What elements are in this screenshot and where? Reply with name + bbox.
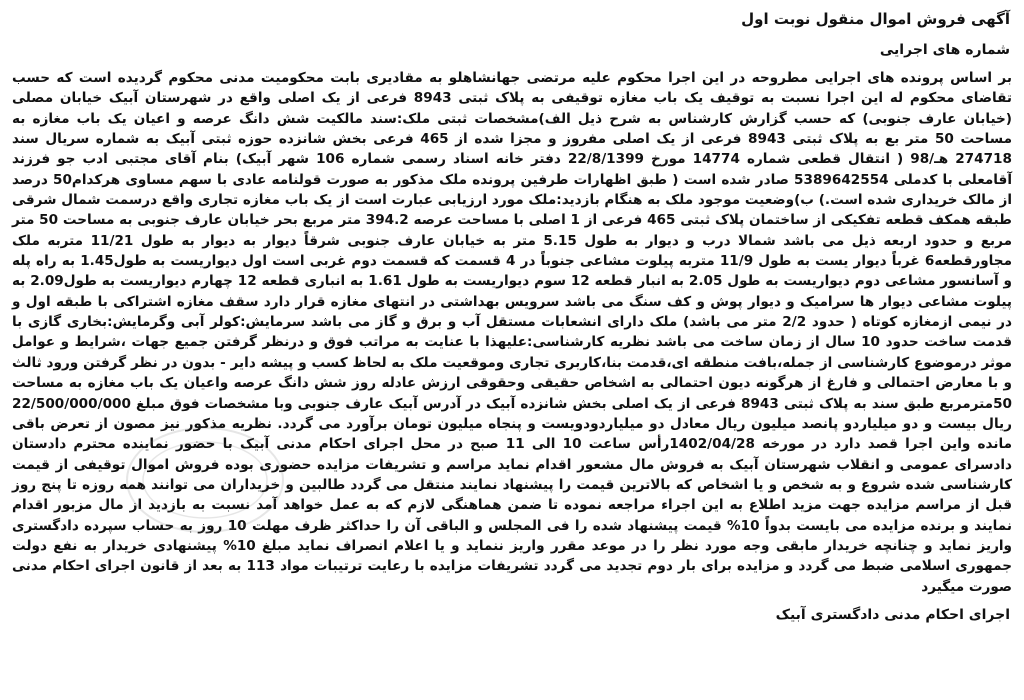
notice-body: بر اساس پرونده های اجرایی مطروحه در این اجرا محکوم علیه مرتضی جهانشاهلو به مقادیری بابت محکومیت مدنی محکوم گردیده است که حسب تقاضای محکوم له این اجرا نسبت به توقیف یک باب مغازه توقیفی به پلاک ثبتی 8943 فرعی از یک اصلی واقع در شهرستان آبیک خیابان مصلی (خیابان عارف جنوبی) که حسب گزارش کارشناس به شرح ذیل الف)مشخصات ثبتی ملک:سند مالکیت شش دانگ عرصه و اعیان یک باب مغازه به مساحت 50 متر بع به پلاک ثبتی 8943 فرعی از یک اصلی مفروز و مجزا شده از 465 فرعی بخش شانزده حوزه ثبتی آبیک به شماره سریال سند 274718 هـ/98 ( انتقال قطعی شماره 14774 مورخ 22/8/1399 دفتر خانه اسناد رسمی شماره 106 شهر آبیک) بنام آقای مجتبی ادب جو فرزند آقامعلی با کدملی 5389642554 صادر شده است ( طبق اظهارات طرفین پرونده ملک مذکور به صورت قولنامه عادی با سهم مساوی هرکدام50 درصد از مالک خریداری شده است.) ب)وضعیت موجود ملک به هنگام بازدید:ملک مورد ارزیابی عبارت است از یک باب مغازه تجاری واقع درسمت شمال شرقی طبقه همکف قطعه تفکیکی از ساختمان پلاک ثبتی 465 فرعی از 1 اصلی با مساحت عرصه 394.2 متر مربع بحر خیابان عارف جنوبی به مساحت 50 متر مربع و حدود اربعه ذیل می باشد شمالا درب و دیوار به طول 5.15 متر به خیابان عارف جنوبی شرقاً دیوار به دیوار به طول 11/21 متربه ملک مجاورقطعه6 غرباً دیوار یست به طول 11/9 متربه پیلوت مشاعی جنوباً در 4 قسمت که قسمت دوم غربی است اول دیواریست به طول1.45 به راه پله و آسانسور مشاعی دوم دیواریست به طول 2.05 به انبار قطعه 12 سوم دیواریست به طول 1.61 به انباری قطعه 12 چهارم دیواریست به طول2.09 به پیلوت مشاعی دیوار ها سرامیک و دیوار پوش و کف سنگ می باشد سرویس بهداشتی در انتهای مغازه قرار دارد سقف مغازه اشتراکی با طبقه اول و در نیمی ازمغازه کوتاه ( حدود 2/2 متر می باشد) ملک دارای انشعابات مستقل آب و برق و گاز می باشد سرمایش:کولر آبی وگرمایش:بخاری گازی با قدمت ساخت حدود 10 سال از زمان ساخت می باشد نظریه کارشناسی:علیهذا با عنایت به مراتب فوق و درنظر گرفتن جمیع جهات ،شرایط و عوامل موثر درموضوع کارشناسی از جمله،بافت منطقه ای،قدمت بنا،کاربری تجاری وموقعیت ملک به لحاظ کسب و پیشه دایر - بدون در نظر گرفتن ورود ثالث و با معارض احتمالی و فارغ از هرگونه دیون احتمالی به اشخاص حقیقی وحقوقی ارزش عادله روز شش دانگ عرصه واعیان یک باب مغازه به مساحت 50مترمربع طبق سند به پلاک ثبتی 8943 فرعی از یک اصلی بخش شانزده آبیک در آدرس آبیک عارف جنوبی وبا مشخصات فوق مبلغ 22/500/000/000 ریال بیست و دو میلیاردو پانصد میلیون ریال معادل دو میلیاردودویست و پنجاه میلیون تومان برآورد می گردد. نظریه مذکور نیز مصون از تعرض باقی مانده واین اجرا قصد دارد در مورخه 1402/04/28رأس ساعت 10 الی 11 صبح در محل اجرای احکام مدنی آبیک با حضور نماینده محترم دادستان دادسرای عمومی و انقلاب شهرستان آبیک به فروش مال مشعور اقدام نماید مراسم و تشریفات مزایده حضوری بوده فروش اموال توقیفی از قیمت کارشناسی شده شروع و به شخص و یا اشخاص که بالاترین قیمت را پیشنهاد نمایند منتقل می گردد طالبین و خریداران می توانند همه روزه تا پنج روز قبل از مراسم مزایده جهت مزید اطلاع به این اجراء مراجعه نموده تا ضمن هماهنگی لازم که به عمل خواهد آمد نسبت به بازدید از مال مزبور اقدام نمایند و برنده مزایده می بایست بدواً 10% قیمت پیشنهاد شده را فی المجلس و الباقی آن را حداکثر ظرف مهلت 10 روز به حساب سپرده دادگستری واریز نماید و چنانچه خریدار مابقی وجه مورد نظر را در موعد مقرر واریز ننماید و یا اعلام انصراف نماید مبلغ 10% پیشنهادی خریدار به نفع دولت جمهوری اسلامی ضبط می گردد و مزایده برای بار دوم تجدید می گردد تشریفات مزایده با رعایت ترتیبات مواد 113 به بعد از قانون اجرای احکام مدنی صورت میگیرد [12,70,1013,595]
notice-title: آگهی فروش اموال منقول نوبت اول [741,10,1010,28]
notice-subtitle: شماره های اجرایی [879,42,1010,58]
notice-footer: اجرای احکام مدنی دادگستری آبیک [775,606,1010,623]
